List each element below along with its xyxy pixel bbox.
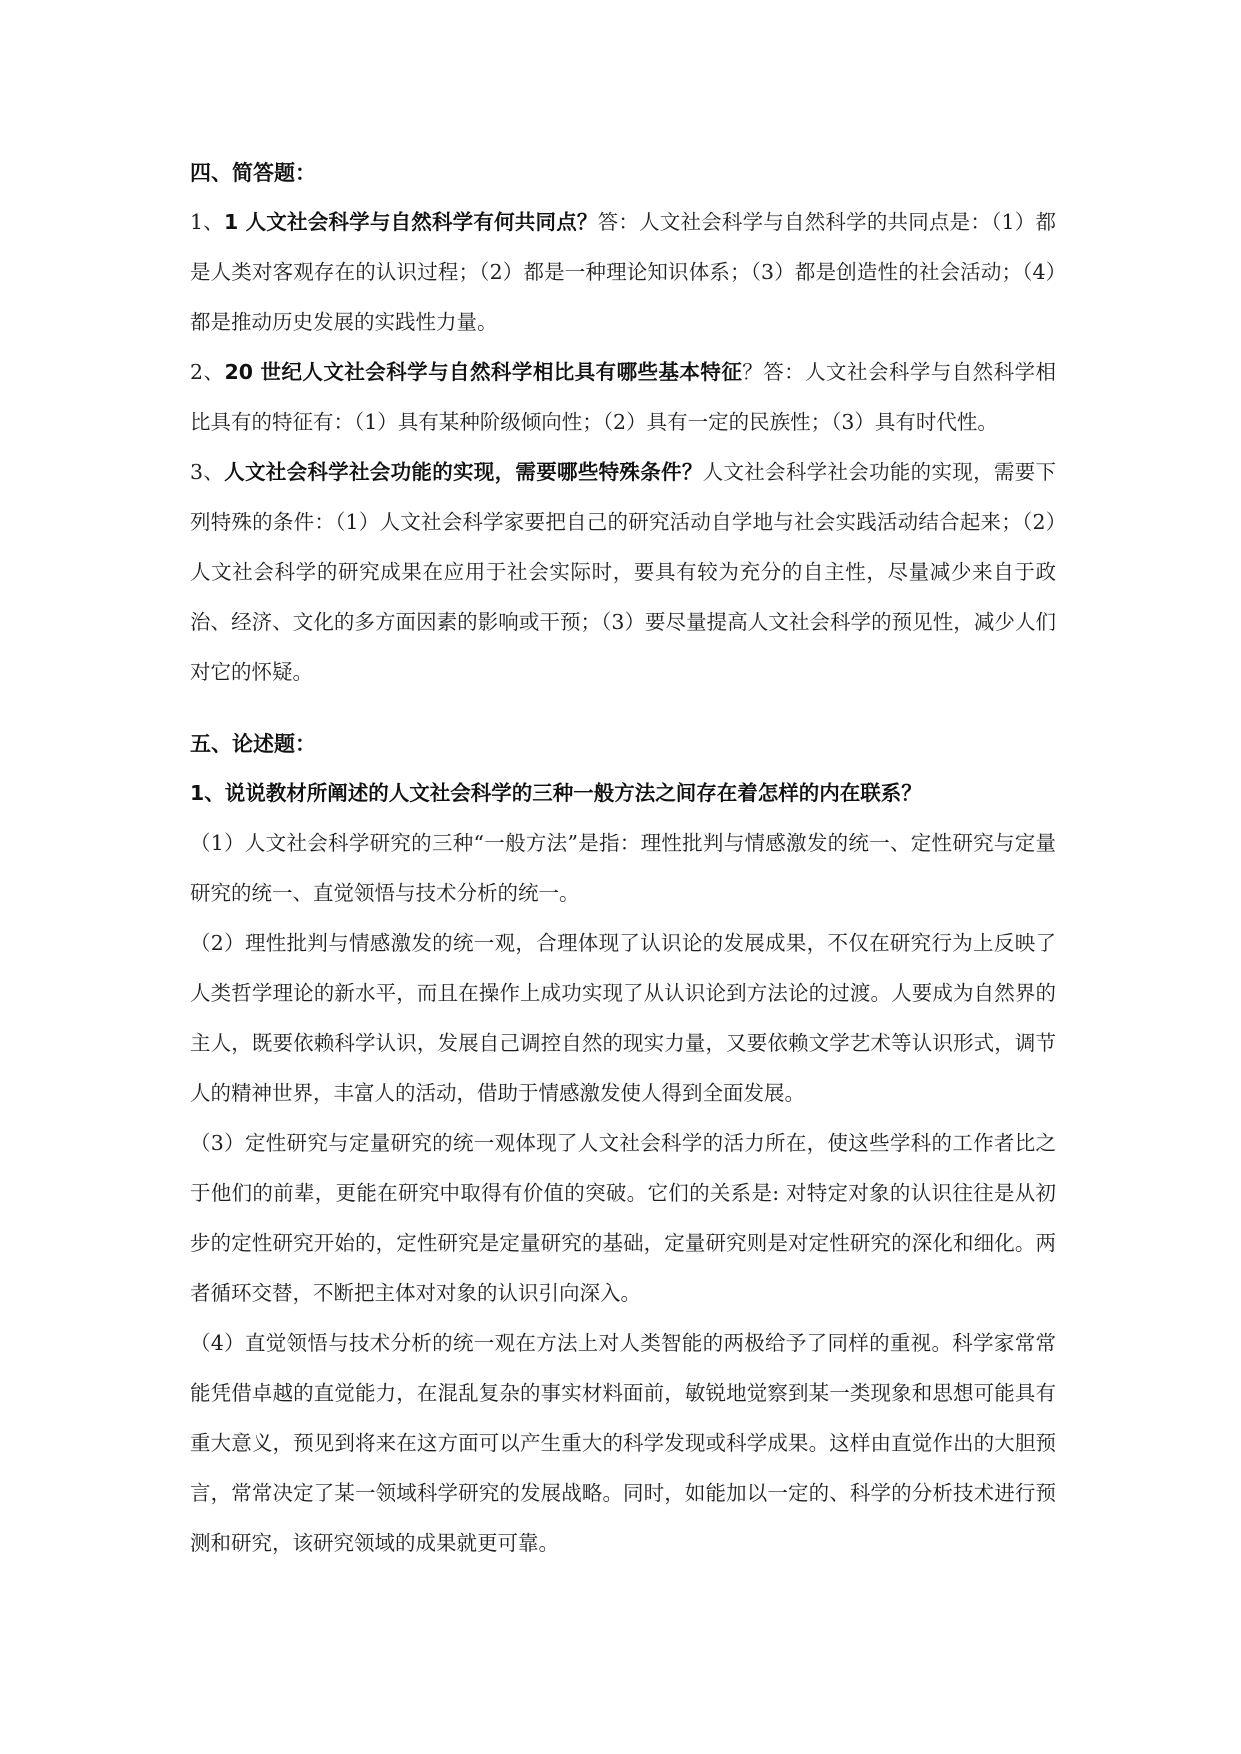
item-answer: 答：人文社会科学与自然科学的共同点是：（1）都是人类对客观存在的认识过程；（2）都是一种理论知识体系；（3）都是创造性的社会活动；（4）都是推动历史发展的实践性力量。 <box>190 210 1056 334</box>
item-question: 1 人文社会科学与自然科学有何共同点？ <box>223 210 598 234</box>
item-question: 人文社会科学社会功能的实现，需要哪些特殊条件？ <box>224 460 703 484</box>
section-heading-essay: 五、论述题： <box>190 732 316 756</box>
essay-paragraph-1: （1）人文社会科学研究的三种“一般方法”是指：理性批判与情感激发的统一、定性研究与定量研究的统一、直觉领悟与技术分析的统一。 <box>190 831 1056 905</box>
short-answer-item-1 <box>190 197 1056 347</box>
essay-question: 1、说说教材所阐述的人文社会科学的三种一般方法之间存在着怎样的内在联系？ <box>190 781 922 805</box>
item-answer: ？答：人文社会科学与自然科学相比具有的特征有：（1）具有某种阶级倾向性；（2）具有一定的民族性；（3）具有时代性。 <box>190 360 1057 434</box>
short-answer-item-2 <box>190 347 1056 447</box>
section-spacer <box>190 697 1056 729</box>
short-answer-item-3 <box>190 447 1056 697</box>
item-number: 3、 <box>190 460 225 484</box>
section-heading-short-answer: 四、简答题： <box>190 161 316 185</box>
item-answer: 人文社会科学社会功能的实现，需要下列特殊的条件：（1）人文社会科学家要把自己的研究活动自学地与社会实践活动结合起来；（2）人文社会科学的研究成果在应用于社会实际时，要具有较为充分的自主性，尽量减少来自于政治、经济、文化的多方面因素的影响或干预；（3）要尽量提高人文社会科学的预见性，减少人们对它的怀疑。 <box>190 460 1056 684</box>
essay-paragraph-2: （2）理性批判与情感激发的统一观，合理体现了认识论的发展成果，不仅在研究行为上反映了人类哲学理论的新水平，而且在操作上成功实现了从认识论到方法论的过渡。人要成为自然界的主人，既要依赖科学认识，发展自己调控自然的现实力量，又要依赖文学艺术等认识形式，调节人的精神世界，丰富人的活动，借助于情感激发使人得到全面发展。 <box>190 931 1056 1105</box>
section-short-answer <box>190 158 1056 697</box>
document-body <box>190 158 1056 1568</box>
section-essay <box>190 729 1056 1568</box>
essay-paragraph-4: （4）直觉领悟与技术分析的统一观在方法上对人类智能的两极给予了同样的重视。科学家常常能凭借卓越的直觉能力，在混乱复杂的事实材料面前，敏锐地觉察到某一类现象和思想可能具有重大意义，预见到将来在这方面可以产生重大的科学发现或科学成果。这样由直觉作出的大胆预言，常常决定了某一领域科学研究的发展战略。同时，如能加以一定的、科学的分析技术进行预测和研究，该研究领域的成果就更可靠。 <box>190 1331 1056 1555</box>
item-question: 20 世纪人文社会科学与自然科学相比具有哪些基本特征 <box>224 360 743 384</box>
essay-paragraph-3: （3）定性研究与定量研究的统一观体现了人文社会科学的活力所在，使这些学科的工作者比之于他们的前辈，更能在研究中取得有价值的突破。它们的关系是: 对特定对象的认识往往是从初步的定性研究开始的，定性研究是定量研究的基础，定量研究则是对定性研究的深化和细化。两者循环交替，不断把主体对对象的认识引向深入。 <box>190 1131 1056 1305</box>
item-number: 2、 <box>190 360 225 384</box>
item-number: 1、 <box>190 210 224 234</box>
